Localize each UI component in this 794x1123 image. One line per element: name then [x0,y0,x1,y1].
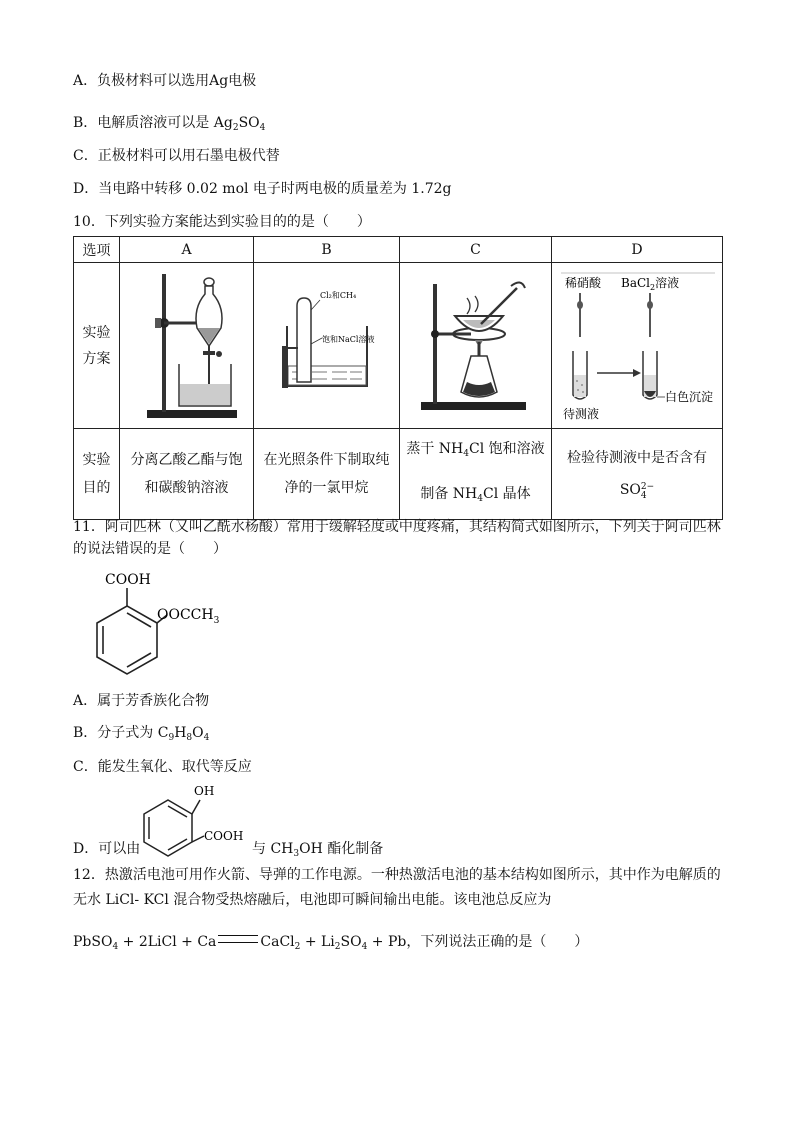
salicylic-oh-label: OH [194,784,215,798]
d-test-label: 待测液 [562,406,599,421]
d-ppt-label: 白色沉淀 [664,389,713,404]
b-gas-label: Cl₂和CH₄ [319,290,356,300]
q11-option-d-pre: D．可以由 [73,841,141,857]
goal-c: 蒸干 $NH_4Cl$ 饱和溶液 制备 $NH_4Cl$ 晶体 [400,429,552,520]
salicylic-acid-structure [138,782,256,858]
plan-d-cell [552,263,723,429]
d-acid-label: 稀硝酸 [564,275,601,290]
sulfate-test-apparatus [555,271,720,421]
header-b: B [254,237,400,263]
q11-option-c: C．能发生氧化、取代等反应 [73,759,252,775]
q11-option-d-post: 与 $CH_3OH$ 酯化制备 [252,841,384,859]
table-goal-row [74,429,723,520]
row-label-goal: 实验 目的 [74,429,120,520]
d-bacl2-label: BaCl$_2$溶液 [620,275,679,292]
aspirin-structure [75,568,225,680]
methane-chlorination-apparatus [262,286,392,406]
q12-equation: PbSO$_4$ + 2LiCl + Ca CaCl$_2$ + $Li_2SO_4 + Pb$，下列说法正确的是（ ） [73,934,589,952]
separatory-funnel-apparatus [127,266,247,426]
header-option: 选项 [74,237,120,263]
plan-b-cell [254,263,400,429]
header-a: A [120,237,254,263]
q11-option-a: A．属于芳香族化合物 [73,693,210,709]
q9-option-a: A．负极材料可以选用Ag电极 [73,73,257,89]
aspirin-oocch3-label: $OOCCH_3$ [157,607,220,626]
equals-sign [218,935,258,943]
evaporation-apparatus [411,276,541,416]
goal-d: 检验待测液中是否含有 SO2− 4 [552,429,723,520]
q11-option-b: B．分子式为 $C_9H_8O_4$ [73,725,210,743]
b-liquid-label: 饱和NaCl溶液 [321,334,374,344]
q10-experiment-table [73,236,723,520]
header-c: C [400,237,552,263]
q9-option-c: C．正极材料可以用石墨电极代替 [73,148,280,164]
plan-a-cell [120,263,254,429]
q9-option-b: B．电解质溶液可以是 $Ag_2SO_4$ [73,115,266,133]
aspirin-cooh-label: COOH [105,572,151,588]
goal-b: 在光照条件下制取纯 净的一氯甲烷 [254,429,400,520]
q9-option-d: D．当电路中转移 0.02 mol 电子时两电极的质量差为 1.72g [73,181,452,197]
header-d: D [552,237,723,263]
q10-stem: 10．下列实验方案能达到实验目的的是（ ） [73,214,371,230]
table-header-row [74,237,723,263]
table-plan-row [74,263,723,429]
row-label-plan: 实验 方案 [74,263,120,429]
q11-stem-line2: 的说法错误的是（ ） [73,541,227,557]
goal-a: 分离乙酸乙酯与饱 和碳酸钠溶液 [120,429,254,520]
q12-stem-line2: 无水 LiCl- KCl 混合物受热熔融后，电池即可瞬间输出电能。该电池总反应为 [73,892,552,908]
plan-c-cell [400,263,552,429]
salicylic-cooh-label: COOH [204,829,244,843]
q11-stem-line1: 11．阿司匹林（又叫乙酰水杨酸）常用于缓解轻度或中度疼痛，其结构简式如图所示，下列关于阿司匹林 [73,519,721,535]
q12-stem-line1: 12．热激活电池可用作火箭、导弹的工作电源。一种热激活电池的基本结构如图所示，其中作为电解质的 [73,867,721,883]
